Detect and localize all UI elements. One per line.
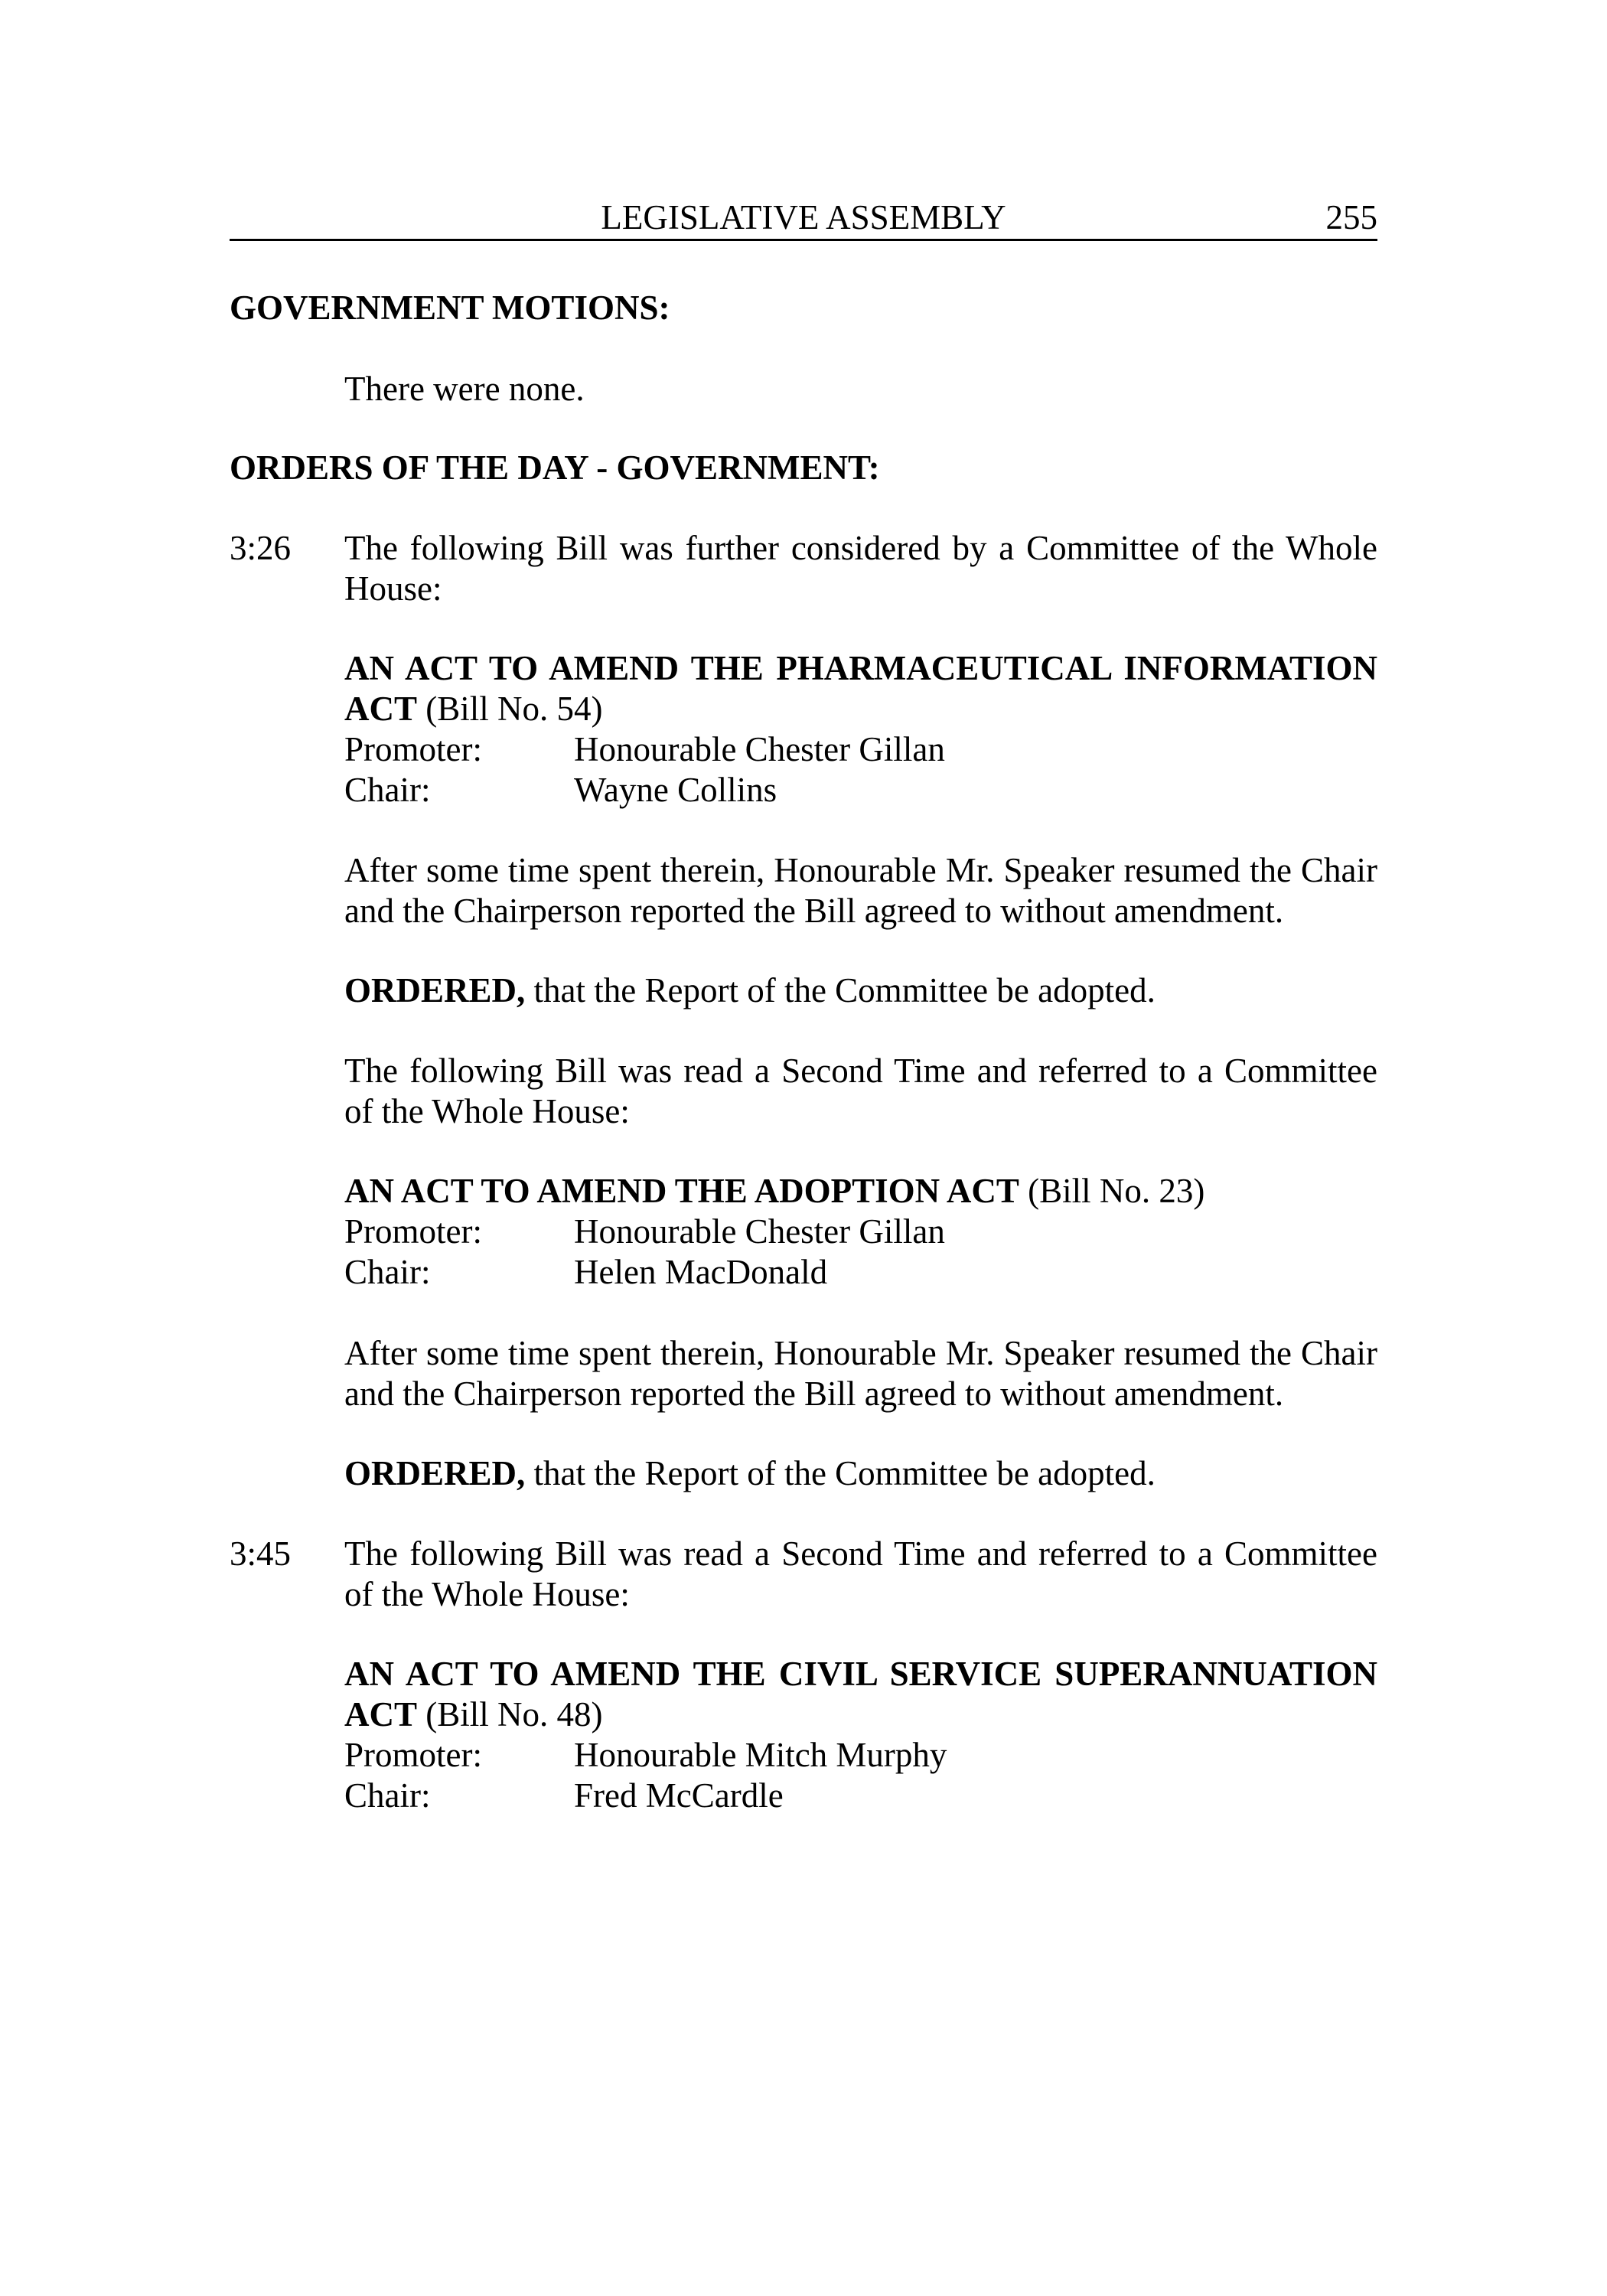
promoter-name: Honourable Chester Gillan: [574, 730, 945, 768]
chair-name: Wayne Collins: [574, 771, 777, 809]
entry1-bill-title: AN ACT TO AMEND THE PHARMACEUTICAL INFORMATION ACT: [344, 649, 1377, 728]
entry3-promoter-row: [344, 1735, 1377, 1776]
entry3-bill: [344, 1654, 1377, 1735]
entry3-bill-title: AN ACT TO AMEND THE CIVIL SERVICE SUPERANNUATION ACT: [344, 1655, 1377, 1733]
entry2-bill-number: (Bill No. 23): [1028, 1172, 1205, 1210]
entry3-chair-row: [344, 1776, 1377, 1816]
entry1-intro: The following Bill was further considered by a Committee of the Whole House:: [344, 529, 1377, 608]
chair-name: Fred McCardle: [574, 1776, 784, 1815]
chair-label: Chair:: [344, 771, 431, 809]
entry2-bill-title: AN ACT TO AMEND THE ADOPTION ACT: [344, 1172, 1019, 1210]
chair-label: Chair:: [344, 1253, 431, 1291]
page-number: 255: [1325, 198, 1377, 236]
page-header: [230, 196, 1377, 241]
entry3-time: 3:45: [230, 1534, 292, 1573]
entry1-ordered: [344, 970, 1377, 1011]
entry1-bill-number: (Bill No. 54): [425, 690, 603, 728]
entry3-bill-number: (Bill No. 48): [425, 1695, 603, 1733]
entry1-bill: [344, 648, 1377, 729]
entry1-time: 3:26: [230, 529, 292, 567]
entry2-bill: [344, 1171, 1377, 1212]
entry2-ordered: [344, 1453, 1377, 1494]
header-title: LEGISLATIVE ASSEMBLY: [601, 198, 1006, 236]
entry1-chair-row: [344, 770, 1377, 810]
chair-label: Chair:: [344, 1776, 431, 1815]
entry2-promoter-row: [344, 1212, 1377, 1252]
ordered-label: ORDERED,: [344, 1454, 526, 1492]
promoter-name: Honourable Chester Gillan: [574, 1212, 945, 1251]
entry2-chair-row: [344, 1252, 1377, 1293]
ordered-text: that the Report of the Committee be adopted.: [533, 971, 1156, 1009]
entry1-promoter-row: [344, 729, 1377, 770]
promoter-name: Honourable Mitch Murphy: [574, 1736, 947, 1774]
entry1-details: [344, 729, 1377, 810]
entry3-details: [344, 1735, 1377, 1816]
orders-of-the-day-heading: ORDERS OF THE DAY - GOVERNMENT:: [230, 448, 880, 487]
promoter-label: Promoter:: [344, 1736, 482, 1774]
government-motions-text: There were none.: [344, 370, 585, 408]
government-motions-heading: GOVERNMENT MOTIONS:: [230, 289, 670, 327]
ordered-label: ORDERED,: [344, 971, 526, 1009]
entry2-intro: The following Bill was read a Second Time and referred to a Committee of the Whole House:: [344, 1052, 1377, 1130]
promoter-label: Promoter:: [344, 730, 482, 768]
entry1-report: After some time spent therein, Honourable Mr. Speaker resumed the Chair and the Chairperson reported the Bill agreed to without amendment.: [344, 851, 1377, 930]
entry2-details: [344, 1212, 1377, 1293]
promoter-label: Promoter:: [344, 1212, 482, 1251]
entry3-intro: The following Bill was read a Second Time and referred to a Committee of the Whole House:: [344, 1534, 1377, 1613]
ordered-text: that the Report of the Committee be adopted.: [533, 1454, 1156, 1492]
chair-name: Helen MacDonald: [574, 1253, 828, 1291]
entry2-report: After some time spent therein, Honourable Mr. Speaker resumed the Chair and the Chairperson reported the Bill agreed to without amendment.: [344, 1334, 1377, 1413]
